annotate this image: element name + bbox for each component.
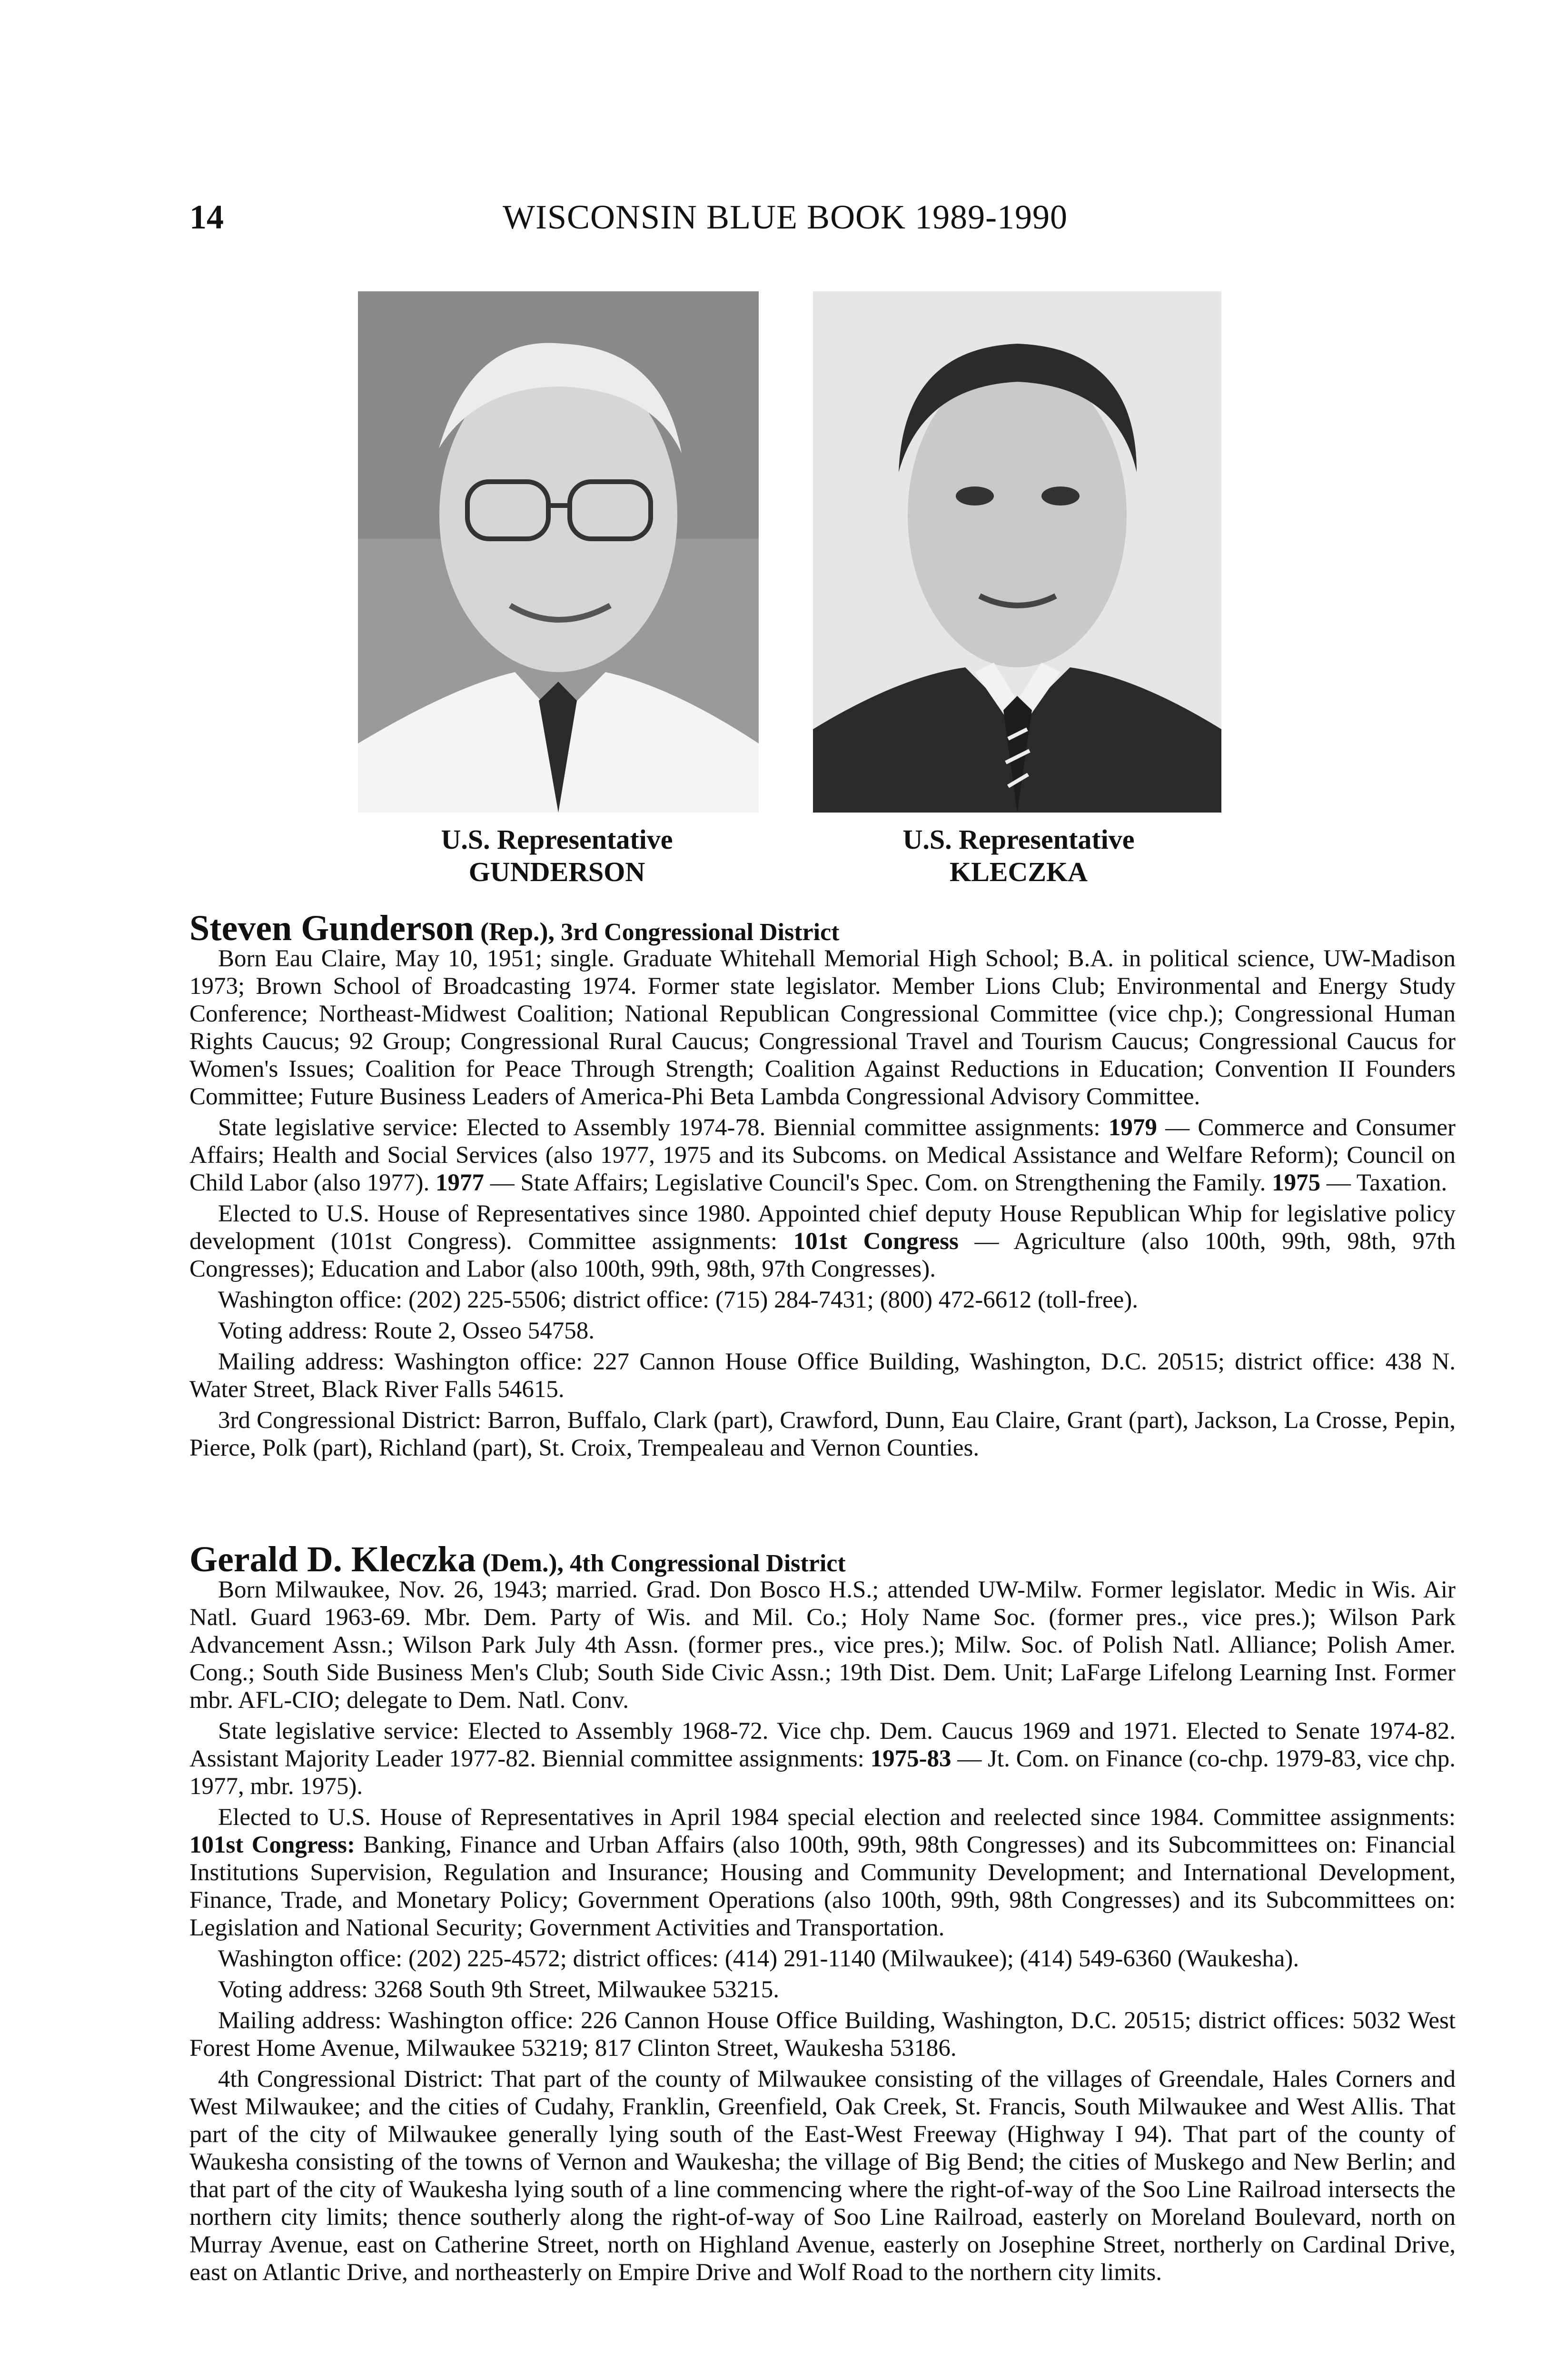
bio-paragraph-mailing-address: Mailing address: Washington office: 227 Cannon House Office Building, Washington, D.C. 20515; district office: 438 N. Water Street, Black River Falls 54615. [189, 1349, 1456, 1403]
text-run: — State Affairs; Legislative Council's Spec. Com. on Strengthening the Family. [484, 1170, 1272, 1196]
text-run: State legislative service: Elected to Assembly 1974-78. Biennial committee assignments: [218, 1114, 1109, 1141]
text-run: Banking, Finance and Urban Affairs (also 100th, 99th, 98th Congresses) and its Subcommittees on: Financial Institutions Supervision, Regulation and Insurance; Housing and Community Development; and International Development, Finance, Trade, and Monetary Policy; Government Operations (also 100th, 99th, 98th Congresses) and its Subcommittees on: Legislation and National Security; Government Activities and Transportation. [189, 1832, 1456, 1941]
running-title-b2: B [807, 198, 831, 236]
bio-name: Steven Gunderson [189, 908, 474, 948]
bio-name: Gerald D. Kleczka [189, 1539, 476, 1579]
text-run-bold: 101st Congress [793, 1228, 959, 1255]
running-title [503, 200, 1068, 234]
text-run: — Agriculture (also 100th, 99th, 98th, 97th Congresses); Education and Labor (also 100th, 99th, 98th, 97th Congresses). [189, 1228, 1456, 1282]
bio-paragraph-mailing-address: Mailing address: Washington office: 226 Cannon House Office Building, Washington, D.C. 20515; district offices: 5032 West Forest Home Avenue, Milwaukee 53219; 817 Clinton Street, Waukesha 53186. [189, 2007, 1456, 2062]
caption-title: U.S. Representative [441, 824, 673, 855]
bio-paragraph-district: 4th Congressional District: That part of the county of Milwaukee consisting of the villages of Greendale, Hales Corners and West Milwaukee; and the cities of Cudahy, Franklin, Greenfield, Oak Creek, St. Francis, South Milwaukee and West Allis. That part of the city of Milwaukee generally lying south of the East-West Freeway (Highway I 94). That part of the county of Waukesha consisting of the towns of Vernon and Waukesha; the village of Big Bend; the cities of Muskego and New Berlin; and that part of the city of Waukesha lying south of a line commencing where the right-of-way of the Soo Line Railroad intersects the northern city limits; thence southerly along the right-of-way of Soo Line Railroad, easterly on Moreland Boulevard, north on Murray Avenue, east on Catherine Street, north on Highland Avenue, easterly on Josephine Street, northerly on Cardinal Drive, east on Atlantic Drive, and northeasterly on Empire Drive and Wolf Road to the northern city limits. [189, 2066, 1456, 2286]
bio-paragraph-state-service [189, 1717, 1456, 1800]
bio-heading-kleczka [189, 1541, 846, 1577]
running-title-b: B [706, 198, 730, 236]
text-run: — Taxation. [1320, 1170, 1447, 1196]
text-run-bold: 1975 [1272, 1170, 1321, 1196]
bio-text-kleczka [189, 1576, 1456, 2290]
bio-paragraph-state-service [189, 1114, 1456, 1197]
running-title-isconsin: ISCONSIN [535, 198, 698, 236]
bio-heading-gunderson [189, 910, 839, 946]
running-title-ook: OOK [830, 198, 906, 236]
bio-paragraph-voting-address: Voting address: 3268 South 9th Street, Milwaukee 53215. [218, 1976, 780, 2003]
caption-title: U.S. Representative [902, 824, 1135, 855]
bio-paragraph-congress-service [189, 1200, 1456, 1283]
portrait-photo-kleczka [813, 291, 1221, 813]
running-title-w: W [503, 198, 535, 236]
running-title-lue: LUE [730, 198, 798, 236]
text-run: Elected to U.S. House of Representatives since 1980. Appointed chief deputy House Republican Whip for legislative policy development (101st Congress). Committee assignments: [189, 1200, 1456, 1255]
bio-paragraph-background: Born Milwaukee, Nov. 26, 1943; married. Grad. Don Bosco H.S.; attended UW-Milw. Former legislator. Medic in Wis. Air Natl. Guard 1963-69. Mbr. Dem. Party of Wis. and Mil. Co.; Holy Name Soc. (former pres., vice pres.); Wilson Park Advancement Assn.; Wilson Park July 4th Assn. (former pres., vice pres.); Milw. Soc. of Polish Natl. Alliance; Polish Amer. Cong.; South Side Business Men's Club; South Side Civic Assn.; 19th Dist. Dem. Unit; LaFarge Lifelong Learning Inst. Former mbr. AFL-CIO; delegate to Dem. Natl. Conv. [189, 1577, 1456, 1714]
running-title-years: 1989-1990 [915, 198, 1068, 236]
text-run-bold: 1979 [1108, 1114, 1157, 1141]
portrait-illustration-kleczka [813, 291, 1221, 813]
text-run-bold: 101st Congress: [189, 1832, 355, 1858]
text-run-bold: 1975-83 [870, 1745, 951, 1772]
portrait-caption-gunderson [390, 823, 723, 888]
text-run: — Jt. Com. on Finance (co-chp. 1979-83, vice chp. 1977, mbr. 1975). [189, 1745, 1456, 1800]
text-run-bold: 1977 [436, 1170, 484, 1196]
text-run: State legislative service: Elected to Assembly 1968-72. Vice chp. Dem. Caucus 1969 and 1971. Elected to Senate 1974-82. Assistant Majority Leader 1977-82. Biennial committee assignments: [189, 1718, 1456, 1772]
caption-surname: GUNDERSON [468, 856, 645, 887]
portrait-caption-kleczka [852, 823, 1185, 888]
bio-text-gunderson [189, 945, 1456, 1465]
portrait-illustration-gunderson [358, 291, 759, 813]
portrait-photo-gunderson [358, 291, 759, 813]
text-run: Elected to U.S. House of Representatives in April 1984 special election and reelected since 1984. Committee assignments: [218, 1804, 1456, 1831]
bio-party: (Dem.), [476, 1548, 564, 1577]
bio-district: 4th Congressional District [563, 1550, 846, 1577]
page-number: 14 [189, 198, 224, 236]
bio-paragraph-background: Born Eau Claire, May 10, 1951; single. Graduate Whitehall Memorial High School; B.A. in political science, UW-Madison 1973; Brown School of Broadcasting 1974. Former state legislator. Member Lions Club; Environmental and Energy Study Conference; Northeast-Midwest Coalition; National Republican Congressional Committee (vice chp.); Congressional Human Rights Caucus; 92 Group; Congressional Rural Caucus; Congressional Travel and Tourism Caucus; Congressional Caucus for Women's Issues; Coalition for Peace Through Strength; Coalition Against Reductions in Education; Convention II Founders Committee; Future Business Leaders of America-Phi Beta Lambda Congressional Advisory Committee. [189, 945, 1456, 1110]
bio-party: (Rep.), [474, 917, 555, 946]
bio-paragraph-district: 3rd Congressional District: Barron, Buffalo, Clark (part), Crawford, Dunn, Eau Claire, Grant (part), Jackson, La Crosse, Pepin, Pierce, Polk (part), Richland (part), St. Croix, Trempealeau and Vernon Counties. [189, 1407, 1456, 1461]
bio-paragraph-voting-address: Voting address: Route 2, Osseo 54758. [218, 1318, 595, 1344]
caption-surname: KLECZKA [949, 856, 1088, 887]
bio-district: 3rd Congressional District [555, 919, 840, 946]
bio-paragraph-offices: Washington office: (202) 225-5506; district office: (715) 284-7431; (800) 472-6612 (toll-free). [218, 1287, 1138, 1313]
text-run: — Commerce and Consumer Affairs; Health and Social Services (also 1977, 1975 and its Subcoms. on Medical Assistance and Welfare Reform); Council on Child Labor (also 1977). [189, 1114, 1456, 1196]
bio-paragraph-congress-service [189, 1804, 1456, 1942]
bio-paragraph-offices: Washington office: (202) 225-4572; district offices: (414) 291-1140 (Milwaukee); (414) 549-6360 (Waukesha). [218, 1945, 1299, 1972]
